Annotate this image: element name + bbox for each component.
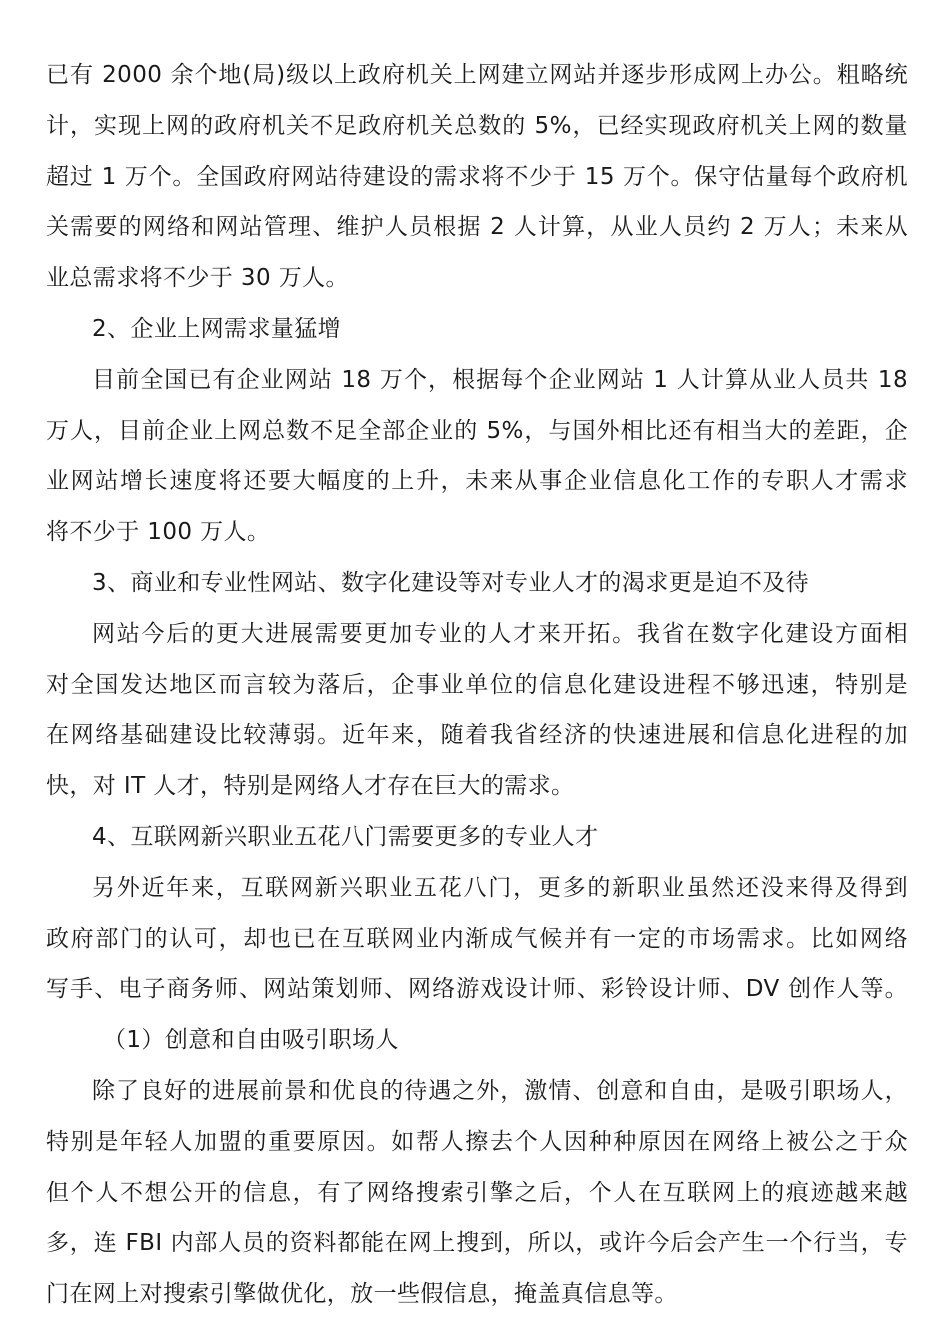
paragraph-line: 特别是年轻人加盟的重要原因。如帮人擦去个人因种种原因在网络上被公之于众 xyxy=(46,1128,908,1155)
paragraph-line: 已有 2000 余个地(局)级以上政府机关上网建立网站并逐步形成网上办公。粗略统 xyxy=(46,62,908,88)
paragraph-line: 在网络基础建设比较薄弱。近年来，随着我省经济的快速进展和信息化进程的加 xyxy=(46,722,908,749)
paragraph-line: 但个人不想公开的信息，有了网络搜索引擎之后，个人在互联网上的痕迹越来越 xyxy=(46,1179,908,1206)
paragraph-line: 写手、电子商务师、网站策划师、网络游戏设计师、彩铃设计师、DV 创作人等。 xyxy=(46,976,908,1003)
paragraph-line: 网站今后的更大进展需要更加专业的人才来开拓。我省在数字化建设方面相 xyxy=(92,620,908,647)
paragraph-line: 另外近年来，互联网新兴职业五花八门，更多的新职业虽然还没来得及得到 xyxy=(92,874,908,901)
paragraph-line: 万人，目前企业上网总数不足全部企业的 5%，与国外相比还有相当大的差距，企 xyxy=(46,417,908,444)
paragraph-line: 门在网上对搜索引擎做优化，放一些假信息，掩盖真信息等。 xyxy=(46,1281,678,1308)
paragraph-line: 业总需求将不少于 30 万人。 xyxy=(46,265,349,292)
paragraph-line: 快，对 IT 人才，特别是网络人才存在巨大的需求。 xyxy=(46,773,575,800)
subsection-heading-1: （1）创意和自由吸引职场人 xyxy=(103,1027,399,1054)
paragraph-line: 对全国发达地区而言较为落后，企事业单位的信息化建设进程不够迅速，特别是 xyxy=(46,671,908,698)
paragraph-line: 除了良好的进展前景和优良的待遇之外，激情、创意和自由，是吸引职场人， xyxy=(92,1077,908,1104)
paragraph-line: 计，实现上网的政府机关不足政府机关总数的 5%，已经实现政府机关上网的数量 xyxy=(46,112,908,139)
paragraph-line: 多，连 FBI 内部人员的资料都能在网上搜到，所以，或许今后会产生一个行当，专 xyxy=(46,1230,908,1257)
paragraph-line: 业网站增长速度将还要大幅度的上升，未来从事企业信息化工作的专职人才需求 xyxy=(46,468,908,495)
paragraph-line: 超过 1 万个。全国政府网站待建设的需求将不少于 15 万个。保守估量每个政府机 xyxy=(46,163,908,190)
paragraph-line: 关需要的网络和网站管理、维护人员根据 2 人计算，从业人员约 2 万人；未来从 xyxy=(46,214,908,241)
section-heading-2: 2、企业上网需求量猛增 xyxy=(92,315,342,342)
paragraph-line: 将不少于 100 万人。 xyxy=(46,519,271,546)
paragraph-line: 政府部门的认可，却也已在互联网业内渐成气候并有一定的市场需求。比如网络 xyxy=(46,925,908,952)
paragraph-line: 目前全国已有企业网站 18 万个，根据每个企业网站 1 人计算从业人员共 18 xyxy=(92,366,908,393)
section-heading-4: 4、互联网新兴职业五花八门需要更多的专业人才 xyxy=(92,823,599,850)
section-heading-3: 3、商业和专业性网站、数字化建设等对专业人才的渴求更是迫不及待 xyxy=(92,569,810,596)
document-body xyxy=(46,50,908,1320)
